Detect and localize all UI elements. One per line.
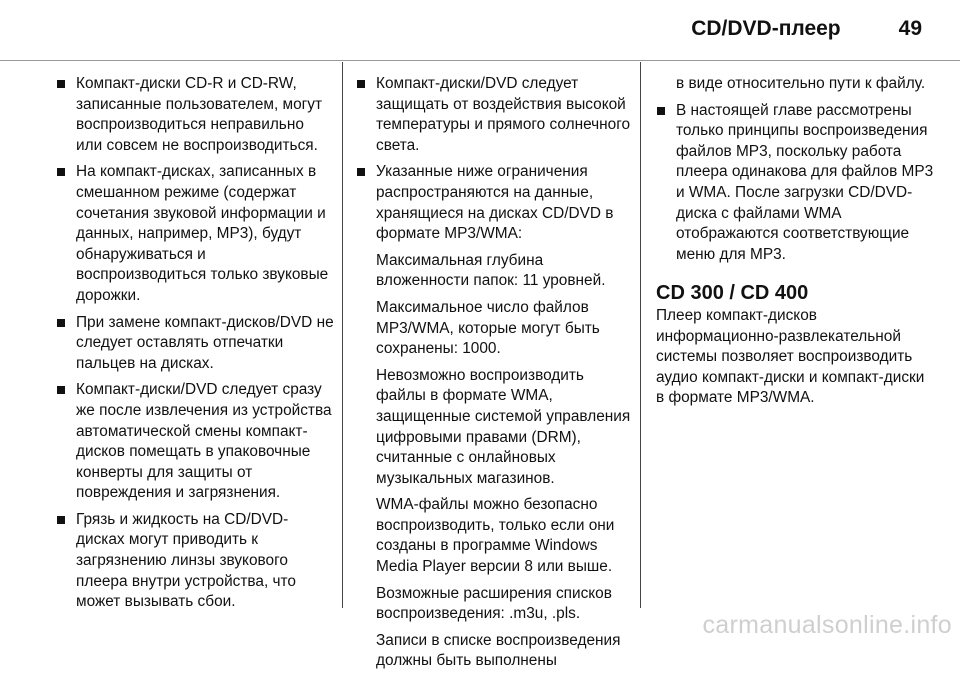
restriction-paragraph: Максимальное число файлов MP3/WMA, которые могут быть сохранены: 1000. xyxy=(376,298,600,358)
list-item-text: При замене компакт-дисков/DVD не следует оставлять отпечатки пальцев на дисках. xyxy=(76,313,334,372)
list-item-text: Указанные ниже ограничения распространяются на данные, хранящиеся на дисках CD/DVD в формате MP3/WMA: xyxy=(376,163,614,243)
list-item xyxy=(56,162,334,306)
bullet-square-icon xyxy=(657,107,665,115)
column-3 xyxy=(656,74,936,409)
restriction-paragraph: WMA-файлы можно безопасно воспроизводить, только если они созданы в программе Windows Media Player версии 8 или выше. xyxy=(376,496,615,576)
bullet-square-icon xyxy=(57,319,65,327)
watermark: carmanualsonline.info xyxy=(702,611,952,639)
restriction-paragraph: Записи в списке воспроизведения должны быть выполнены xyxy=(376,631,621,670)
list-item xyxy=(356,74,634,156)
list-item xyxy=(56,380,334,504)
bullet-square-icon xyxy=(57,386,65,394)
bullet-square-icon xyxy=(357,168,365,176)
restriction-paragraph: Возможные расширения списков воспроизведения: .m3u, .pls. xyxy=(376,584,612,623)
column-2 xyxy=(356,74,634,678)
column-1 xyxy=(56,74,334,619)
bullet-square-icon xyxy=(57,168,65,176)
list-item xyxy=(656,101,936,266)
column-divider-2 xyxy=(640,62,641,608)
bullet-square-icon xyxy=(57,516,65,524)
section-heading: CD 300 / CD 400 xyxy=(656,282,809,305)
list-item-text: Компакт-диски/DVD следует сразу же после извлечения из устройства автоматической смены компакт-дисков помещать в упаковочные конверты для защиты от повреждения и загрязнения. xyxy=(76,381,332,502)
list-item xyxy=(56,510,334,613)
list-item-text: Грязь и жидкость на CD/DVD-дисках могут приводить к загрязнению линзы звукового плеера внутри устройства, что может вызывать сбои. xyxy=(76,510,296,611)
section-body: Плеер компакт-дисков информационно-развлекательной системы позволяет воспроизводить аудио компакт-диски и компакт-диски в формате MP3/WMA. xyxy=(656,306,925,407)
continued-paragraph: в виде относительно пути к файлу. xyxy=(676,75,926,92)
list-item xyxy=(56,74,334,156)
list-item xyxy=(56,313,334,375)
list-item-text: Компакт-диски CD-R и CD-RW, записанные пользователем, могут воспроизводиться неправильно или совсем не воспроизводиться. xyxy=(76,75,323,154)
page-number: 49 xyxy=(898,17,922,40)
bullet-square-icon xyxy=(57,80,65,88)
list-item-text: На компакт-дисках, записанных в смешанном режиме (содержат сочетания звуковой информации и данных, например, MP3), будут обнаруживаться и воспроизводиться только звуковые дорожки. xyxy=(76,163,329,304)
page-header xyxy=(0,14,922,44)
list-item-text: В настоящей главе рассмотрены только принципы воспроизведения файлов MP3, поскольку работа плеера одинакова для файлов MP3 и WMA. После загрузки CD/DVD-диска с файлами WMA отображаются соответствующие меню для MP3. xyxy=(676,101,934,263)
restriction-paragraph: Максимальная глубина вложенности папок: 11 уровней. xyxy=(376,251,606,290)
restriction-paragraph: Невозможно воспроизводить файлы в формате WMA, защищенные системой управления цифровыми правами (DRM), считанные с онлайновых музыкальных магазинов. xyxy=(376,366,631,487)
bullet-square-icon xyxy=(357,80,365,88)
list-item-text: Компакт-диски/DVD следует защищать от воздействия высокой температуры и прямого солнечного света. xyxy=(376,75,631,154)
page-title: CD/DVD-плеер xyxy=(691,17,841,40)
header-divider xyxy=(0,60,960,61)
column-divider-1 xyxy=(342,62,343,608)
list-item xyxy=(356,162,634,244)
